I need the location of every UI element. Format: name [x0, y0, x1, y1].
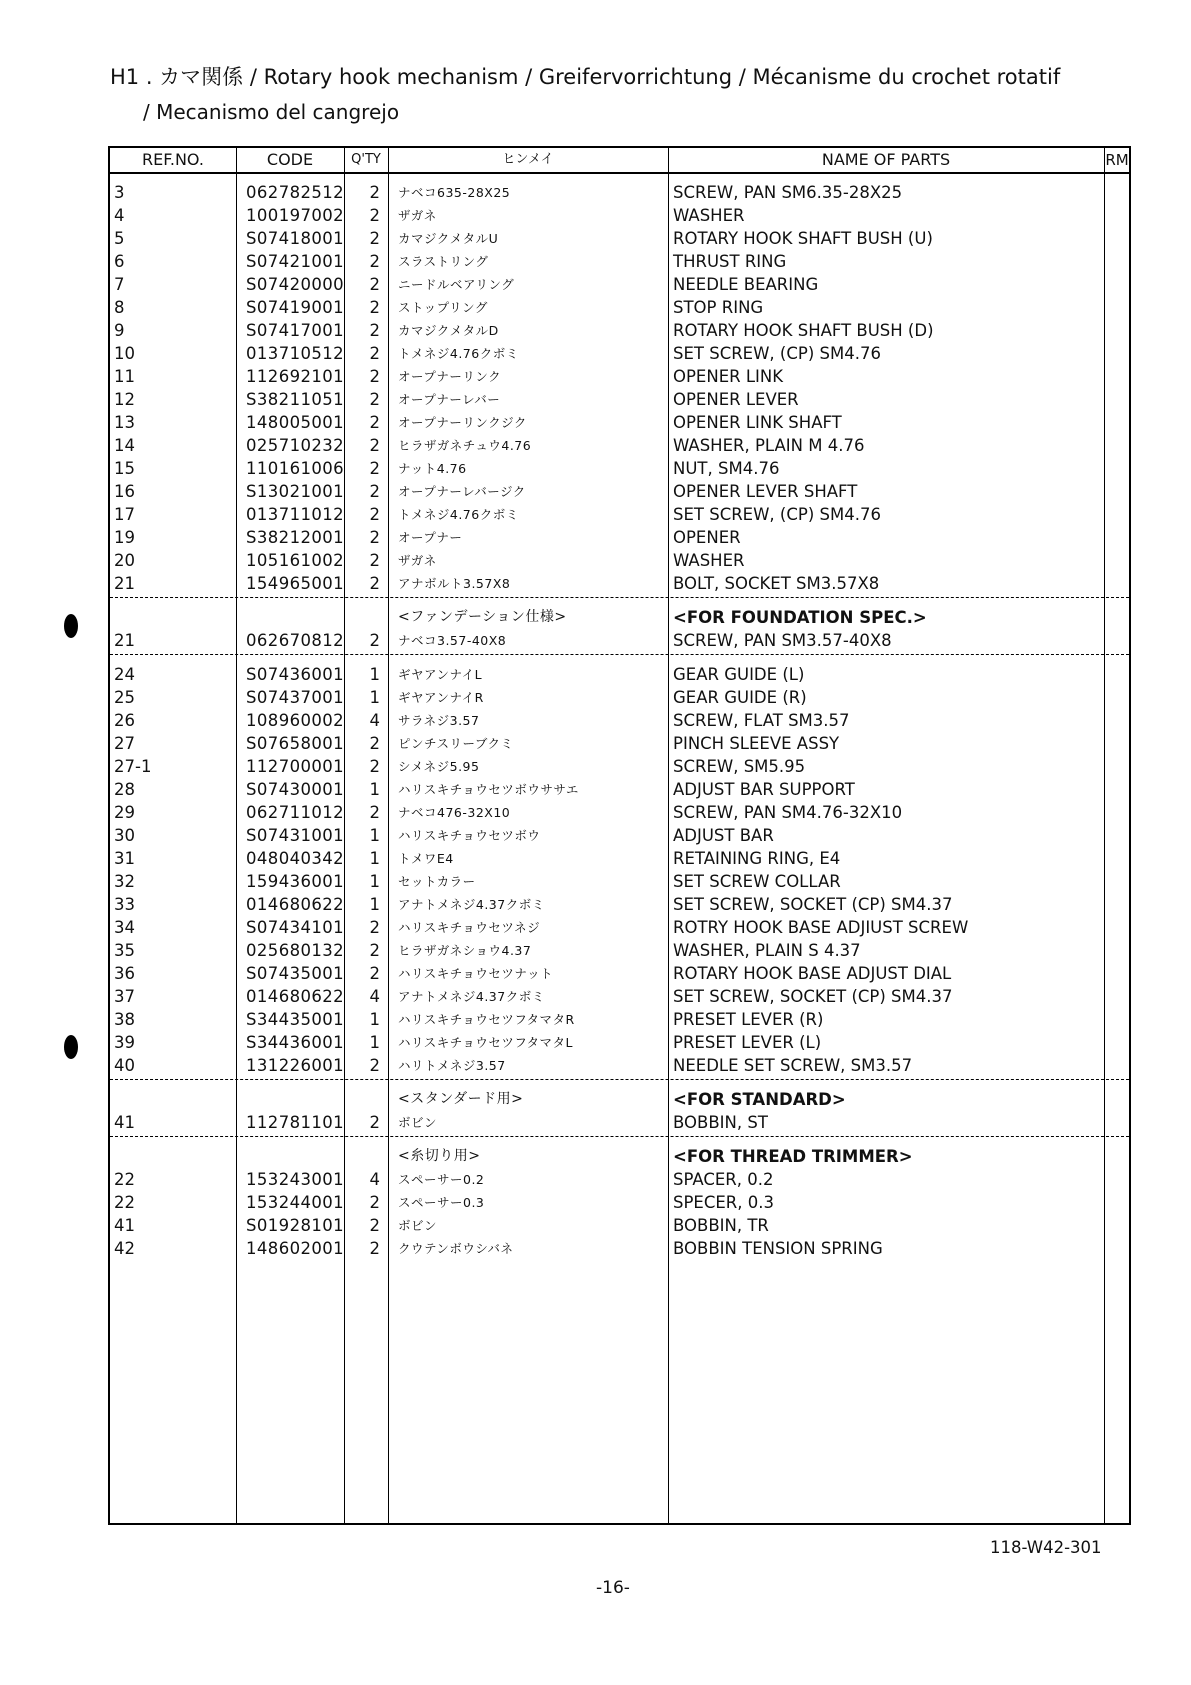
quantity: 2	[369, 803, 380, 822]
table-row	[110, 572, 1129, 595]
japanese-name: オープナーリンク	[398, 369, 502, 384]
japanese-name: オープナー	[398, 530, 463, 545]
quantity: 2	[369, 436, 380, 455]
japanese-name: ギヤアンナイR	[398, 690, 484, 705]
japanese-name: ニードルベアリング	[398, 277, 515, 292]
part-code: 062670812	[246, 631, 345, 650]
table-row	[110, 1237, 1129, 1260]
quantity: 4	[369, 711, 380, 730]
quantity: 1	[369, 1010, 380, 1029]
section-heading	[110, 1088, 1129, 1111]
section-heading-name: <FOR FOUNDATION SPEC.>	[673, 608, 927, 627]
part-name: THRUST RING	[673, 252, 787, 271]
japanese-name: アナトメネジ4.37クボミ	[398, 989, 545, 1004]
table-row	[110, 227, 1129, 250]
ref-number: 12	[114, 390, 135, 409]
ref-number: 29	[114, 803, 135, 822]
part-code: 025680132	[246, 941, 345, 960]
quantity: 2	[369, 1056, 380, 1075]
quantity: 4	[369, 987, 380, 1006]
table-row	[110, 663, 1129, 686]
ref-number: 9	[114, 321, 125, 340]
japanese-name: クウテンボウシバネ	[398, 1241, 514, 1256]
quantity: 2	[369, 964, 380, 983]
japanese-name: ボビン	[398, 1218, 438, 1233]
quantity: 1	[369, 872, 380, 891]
quantity: 2	[369, 1239, 380, 1258]
col-header-code: CODE	[266, 150, 314, 169]
table-row	[110, 181, 1129, 204]
table-row	[110, 801, 1129, 824]
japanese-name: オープナーレバー	[398, 392, 501, 407]
japanese-name: ギヤアンナイL	[398, 667, 483, 682]
ref-number: 4	[114, 206, 125, 225]
document-number: 118-W42-301	[990, 1538, 1102, 1557]
part-code: 013710512	[246, 344, 345, 363]
table-row	[110, 457, 1129, 480]
japanese-name: ボビン	[398, 1115, 438, 1130]
part-name: PRESET LEVER (R)	[673, 1010, 824, 1029]
part-name: NEEDLE BEARING	[673, 275, 819, 294]
table-row	[110, 629, 1129, 652]
japanese-name: ハリスキチョウセツボウササエ	[398, 782, 579, 797]
quantity: 2	[369, 183, 380, 202]
part-name: SCREW, PAN SM3.57-40X8	[673, 631, 892, 650]
table-row	[110, 296, 1129, 319]
part-code: 148602001	[246, 1239, 345, 1258]
ref-number: 19	[114, 528, 135, 547]
ref-number: 34	[114, 918, 135, 937]
quantity: 2	[369, 574, 380, 593]
ref-number: 22	[114, 1193, 135, 1212]
part-code: S38211051	[246, 390, 345, 409]
part-name: PRESET LEVER (L)	[673, 1033, 822, 1052]
quantity: 2	[369, 505, 380, 524]
japanese-name: ハリトメネジ3.57	[398, 1058, 506, 1073]
part-code: 148005001	[246, 413, 345, 432]
table-header	[110, 148, 1129, 174]
japanese-name: ハリスキチョウセツネジ	[398, 920, 541, 935]
table-row	[110, 204, 1129, 227]
part-code: 100197002	[246, 206, 345, 225]
bullet-mark	[64, 614, 78, 638]
part-name: SCREW, FLAT SM3.57	[673, 711, 850, 730]
quantity: 2	[369, 229, 380, 248]
japanese-name: オープナーリンクジク	[398, 415, 527, 430]
table-row	[110, 962, 1129, 985]
part-name: SPECER, 0.3	[673, 1193, 774, 1212]
japanese-name: ストップリング	[398, 300, 488, 315]
col-header-name: NAME OF PARTS	[821, 150, 951, 169]
table-row	[110, 250, 1129, 273]
ref-number: 27	[114, 734, 135, 753]
japanese-name: ナベコ3.57-40X8	[398, 633, 507, 648]
part-code: S07434101	[246, 918, 345, 937]
quantity: 1	[369, 665, 380, 684]
quantity: 1	[369, 895, 380, 914]
quantity: 2	[369, 367, 380, 386]
japanese-name: セットカラー	[398, 874, 476, 889]
ref-number: 30	[114, 826, 135, 845]
part-code: 112692101	[246, 367, 345, 386]
part-name: ROTARY HOOK SHAFT BUSH (U)	[673, 229, 933, 248]
quantity: 2	[369, 482, 380, 501]
ref-number: 32	[114, 872, 135, 891]
table-row	[110, 1031, 1129, 1054]
table-row	[110, 342, 1129, 365]
part-name: GEAR GUIDE (R)	[673, 688, 807, 707]
table-row	[110, 709, 1129, 732]
part-code: 048040342	[246, 849, 345, 868]
part-name: SPACER, 0.2	[673, 1170, 774, 1189]
table-row	[110, 985, 1129, 1008]
ref-number: 15	[114, 459, 135, 478]
table-row	[110, 686, 1129, 709]
part-code: S13021001	[246, 482, 345, 501]
quantity: 2	[369, 918, 380, 937]
ref-number: 33	[114, 895, 135, 914]
ref-number: 14	[114, 436, 135, 455]
japanese-name: ナベコ635-28X25	[398, 185, 511, 200]
section-heading-kana: <ファンデーション仕様>	[398, 609, 567, 625]
part-name: NUT, SM4.76	[673, 459, 780, 478]
part-code: S07418001	[246, 229, 345, 248]
part-code: S07420000	[246, 275, 345, 294]
part-code: S07658001	[246, 734, 345, 753]
table-row	[110, 388, 1129, 411]
quantity: 1	[369, 688, 380, 707]
col-header-rm: RM	[1105, 151, 1129, 169]
part-code: 013711012	[246, 505, 345, 524]
part-name: OPENER LEVER	[673, 390, 799, 409]
japanese-name: ヒラザガネチュウ4.76	[398, 438, 532, 453]
bullet-mark	[64, 1035, 78, 1059]
part-code: 112781101	[246, 1113, 345, 1132]
japanese-name: ヒラザガネショウ4.37	[398, 943, 532, 958]
part-name: OPENER LEVER SHAFT	[673, 482, 858, 501]
table-row	[110, 549, 1129, 572]
table-row	[110, 480, 1129, 503]
table-row	[110, 1111, 1129, 1134]
quantity: 2	[369, 1193, 380, 1212]
table-row	[110, 411, 1129, 434]
ref-number: 21	[114, 574, 135, 593]
quantity: 2	[369, 413, 380, 432]
page-number: -16-	[596, 1578, 630, 1598]
table-row	[110, 1168, 1129, 1191]
japanese-name: スペーサー0.2	[398, 1172, 485, 1187]
japanese-name: オープナーレバージク	[398, 484, 526, 499]
table-row	[110, 434, 1129, 457]
ref-number: 39	[114, 1033, 135, 1052]
quantity: 4	[369, 1170, 380, 1189]
japanese-name: ピンチスリーブクミ	[398, 736, 514, 751]
quantity: 2	[369, 631, 380, 650]
japanese-name: アナボルト3.57X8	[398, 576, 511, 591]
part-code: 062782512	[246, 183, 345, 202]
quantity: 2	[369, 390, 380, 409]
part-code: 014680622	[246, 895, 345, 914]
part-code: S07430001	[246, 780, 345, 799]
quantity: 2	[369, 321, 380, 340]
ref-number: 36	[114, 964, 135, 983]
ref-number: 13	[114, 413, 135, 432]
part-name: RETAINING RING, E4	[673, 849, 841, 868]
part-code: S01928101	[246, 1216, 345, 1235]
col-header-ref: REF.NO.	[142, 150, 204, 169]
part-code: S07431001	[246, 826, 345, 845]
ref-number: 24	[114, 665, 135, 684]
page-title: H1 . カマ関係 / Rotary hook mechanism / Greifervorrichtung / Mécanisme du crochet rotatif	[110, 65, 1061, 89]
table-row	[110, 1214, 1129, 1237]
table-row	[110, 273, 1129, 296]
ref-number: 7	[114, 275, 125, 294]
section-heading-kana: <糸切り用>	[398, 1148, 481, 1164]
table-row	[110, 870, 1129, 893]
quantity: 2	[369, 344, 380, 363]
part-code: 025710232	[246, 436, 345, 455]
japanese-name: トメワE4	[398, 851, 454, 866]
part-code: 062711012	[246, 803, 345, 822]
table-row	[110, 319, 1129, 342]
quantity: 1	[369, 780, 380, 799]
ref-number: 21	[114, 631, 135, 650]
ref-number: 42	[114, 1239, 135, 1258]
japanese-name: ハリスキチョウセツフタマタL	[398, 1035, 573, 1050]
part-code: 159436001	[246, 872, 345, 891]
part-code: 154965001	[246, 574, 345, 593]
table-row	[110, 939, 1129, 962]
quantity: 2	[369, 275, 380, 294]
ref-number: 27-1	[114, 757, 152, 776]
japanese-name: スラストリング	[398, 254, 489, 269]
ref-number: 41	[114, 1216, 135, 1235]
part-name: WASHER	[673, 206, 745, 225]
japanese-name: ハリスキチョウセツフタマタR	[398, 1012, 575, 1027]
table-row	[110, 778, 1129, 801]
quantity: 2	[369, 1216, 380, 1235]
part-name: OPENER	[673, 528, 741, 547]
japanese-name: アナトメネジ4.37クボミ	[398, 897, 545, 912]
part-name: GEAR GUIDE (L)	[673, 665, 805, 684]
part-name: SET SCREW, (CP) SM4.76	[673, 344, 881, 363]
quantity: 2	[369, 459, 380, 478]
part-code: 153244001	[246, 1193, 345, 1212]
ref-number: 28	[114, 780, 135, 799]
section-heading-name: <FOR THREAD TRIMMER>	[673, 1147, 913, 1166]
ref-number: 6	[114, 252, 125, 271]
ref-number: 35	[114, 941, 135, 960]
japanese-name: ザガネ	[398, 553, 437, 568]
table-row	[110, 732, 1129, 755]
quantity: 2	[369, 757, 380, 776]
part-name: ROTARY HOOK SHAFT BUSH (D)	[673, 321, 934, 340]
quantity: 2	[369, 206, 380, 225]
part-name: BOBBIN TENSION SPRING	[673, 1239, 883, 1258]
quantity: 2	[369, 941, 380, 960]
japanese-name: ハリスキチョウセツボウ	[398, 828, 541, 843]
ref-number: 10	[114, 344, 135, 363]
japanese-name: カマジクメタルU	[398, 231, 499, 246]
part-code: S34436001	[246, 1033, 345, 1052]
part-name: SCREW, PAN SM6.35-28X25	[673, 183, 903, 202]
part-name: BOBBIN, ST	[673, 1113, 768, 1132]
ref-number: 20	[114, 551, 135, 570]
ref-number: 3	[114, 183, 125, 202]
ref-number: 41	[114, 1113, 135, 1132]
japanese-name: トメネジ4.76クボミ	[398, 507, 519, 522]
part-name: SET SCREW COLLAR	[673, 872, 841, 891]
part-code: S34435001	[246, 1010, 345, 1029]
table-row	[110, 503, 1129, 526]
japanese-name: スペーサー0.3	[398, 1195, 485, 1210]
part-code: S07437001	[246, 688, 345, 707]
part-name: SET SCREW, SOCKET (CP) SM4.37	[673, 895, 953, 914]
quantity: 1	[369, 1033, 380, 1052]
part-name: WASHER, PLAIN M 4.76	[673, 436, 865, 455]
ref-number: 17	[114, 505, 135, 524]
part-code: S07435001	[246, 964, 345, 983]
section-heading-name: <FOR STANDARD>	[673, 1090, 846, 1109]
col-header-kana: ヒンメイ	[502, 152, 554, 167]
table-body	[110, 181, 1129, 1260]
table-row	[110, 847, 1129, 870]
ref-number: 11	[114, 367, 135, 386]
quantity: 2	[369, 551, 380, 570]
parts-table	[108, 146, 1131, 1525]
ref-number: 40	[114, 1056, 135, 1075]
table-row	[110, 526, 1129, 549]
section-separator	[110, 654, 1129, 655]
section-heading	[110, 1145, 1129, 1168]
japanese-name: サラネジ3.57	[398, 713, 480, 728]
ref-number: 16	[114, 482, 135, 501]
part-name: BOBBIN, TR	[673, 1216, 769, 1235]
section-separator	[110, 597, 1129, 598]
part-name: SCREW, SM5.95	[673, 757, 806, 776]
part-code: S07436001	[246, 665, 345, 684]
part-name: PINCH SLEEVE ASSY	[673, 734, 840, 753]
japanese-name: ハリスキチョウセツナット	[398, 966, 554, 981]
part-name: BOLT, SOCKET SM3.57X8	[673, 574, 880, 593]
part-code: S07421001	[246, 252, 345, 271]
ref-number: 5	[114, 229, 125, 248]
table-row	[110, 365, 1129, 388]
table-row	[110, 1054, 1129, 1077]
part-name: ROTARY HOOK BASE ADJUST DIAL	[673, 964, 952, 983]
part-code: 014680622	[246, 987, 345, 1006]
quantity: 2	[369, 528, 380, 547]
ref-number: 37	[114, 987, 135, 1006]
part-code: 153243001	[246, 1170, 345, 1189]
section-separator	[110, 1079, 1129, 1080]
table-row	[110, 893, 1129, 916]
ref-number: 22	[114, 1170, 135, 1189]
japanese-name: カマジクメタルD	[398, 323, 499, 338]
part-name: SCREW, PAN SM4.76-32X10	[673, 803, 903, 822]
part-name: ROTRY HOOK BASE ADJIUST SCREW	[673, 918, 969, 937]
quantity: 2	[369, 1113, 380, 1132]
part-code: 108960002	[246, 711, 345, 730]
japanese-name: ナベコ476-32X10	[398, 805, 511, 820]
part-name: SET SCREW, SOCKET (CP) SM4.37	[673, 987, 953, 1006]
part-name: WASHER	[673, 551, 745, 570]
part-code: 110161006	[246, 459, 345, 478]
part-name: ADJUST BAR SUPPORT	[673, 780, 855, 799]
part-name: ADJUST BAR	[673, 826, 774, 845]
quantity: 2	[369, 252, 380, 271]
ref-number: 8	[114, 298, 125, 317]
part-code: S38212001	[246, 528, 345, 547]
table-row	[110, 824, 1129, 847]
part-code: 131226001	[246, 1056, 345, 1075]
part-name: SET SCREW, (CP) SM4.76	[673, 505, 881, 524]
table-row	[110, 755, 1129, 778]
ref-number: 26	[114, 711, 135, 730]
table-row	[110, 1191, 1129, 1214]
part-name: WASHER, PLAIN S 4.37	[673, 941, 861, 960]
quantity: 1	[369, 826, 380, 845]
part-name: STOP RING	[673, 298, 764, 317]
section-heading-kana: <スタンダード用>	[398, 1091, 524, 1107]
part-name: OPENER LINK SHAFT	[673, 413, 842, 432]
table-row	[110, 1008, 1129, 1031]
part-code: 105161002	[246, 551, 345, 570]
part-name: NEEDLE SET SCREW, SM3.57	[673, 1056, 913, 1075]
col-header-qty: Q'TY	[351, 152, 381, 167]
quantity: 1	[369, 849, 380, 868]
part-name: OPENER LINK	[673, 367, 784, 386]
table-row	[110, 916, 1129, 939]
japanese-name: ナット4.76	[398, 461, 467, 476]
section-heading	[110, 606, 1129, 629]
japanese-name: ザガネ	[398, 208, 437, 223]
part-code: S07419001	[246, 298, 345, 317]
japanese-name: トメネジ4.76クボミ	[398, 346, 519, 361]
part-code: 112700001	[246, 757, 345, 776]
ref-number: 38	[114, 1010, 135, 1029]
japanese-name: シメネジ5.95	[398, 759, 480, 774]
quantity: 2	[369, 298, 380, 317]
ref-number: 25	[114, 688, 135, 707]
quantity: 2	[369, 734, 380, 753]
part-code: S07417001	[246, 321, 345, 340]
page-subtitle: / Mecanismo del cangrejo	[143, 100, 400, 124]
ref-number: 31	[114, 849, 135, 868]
section-separator	[110, 1136, 1129, 1137]
